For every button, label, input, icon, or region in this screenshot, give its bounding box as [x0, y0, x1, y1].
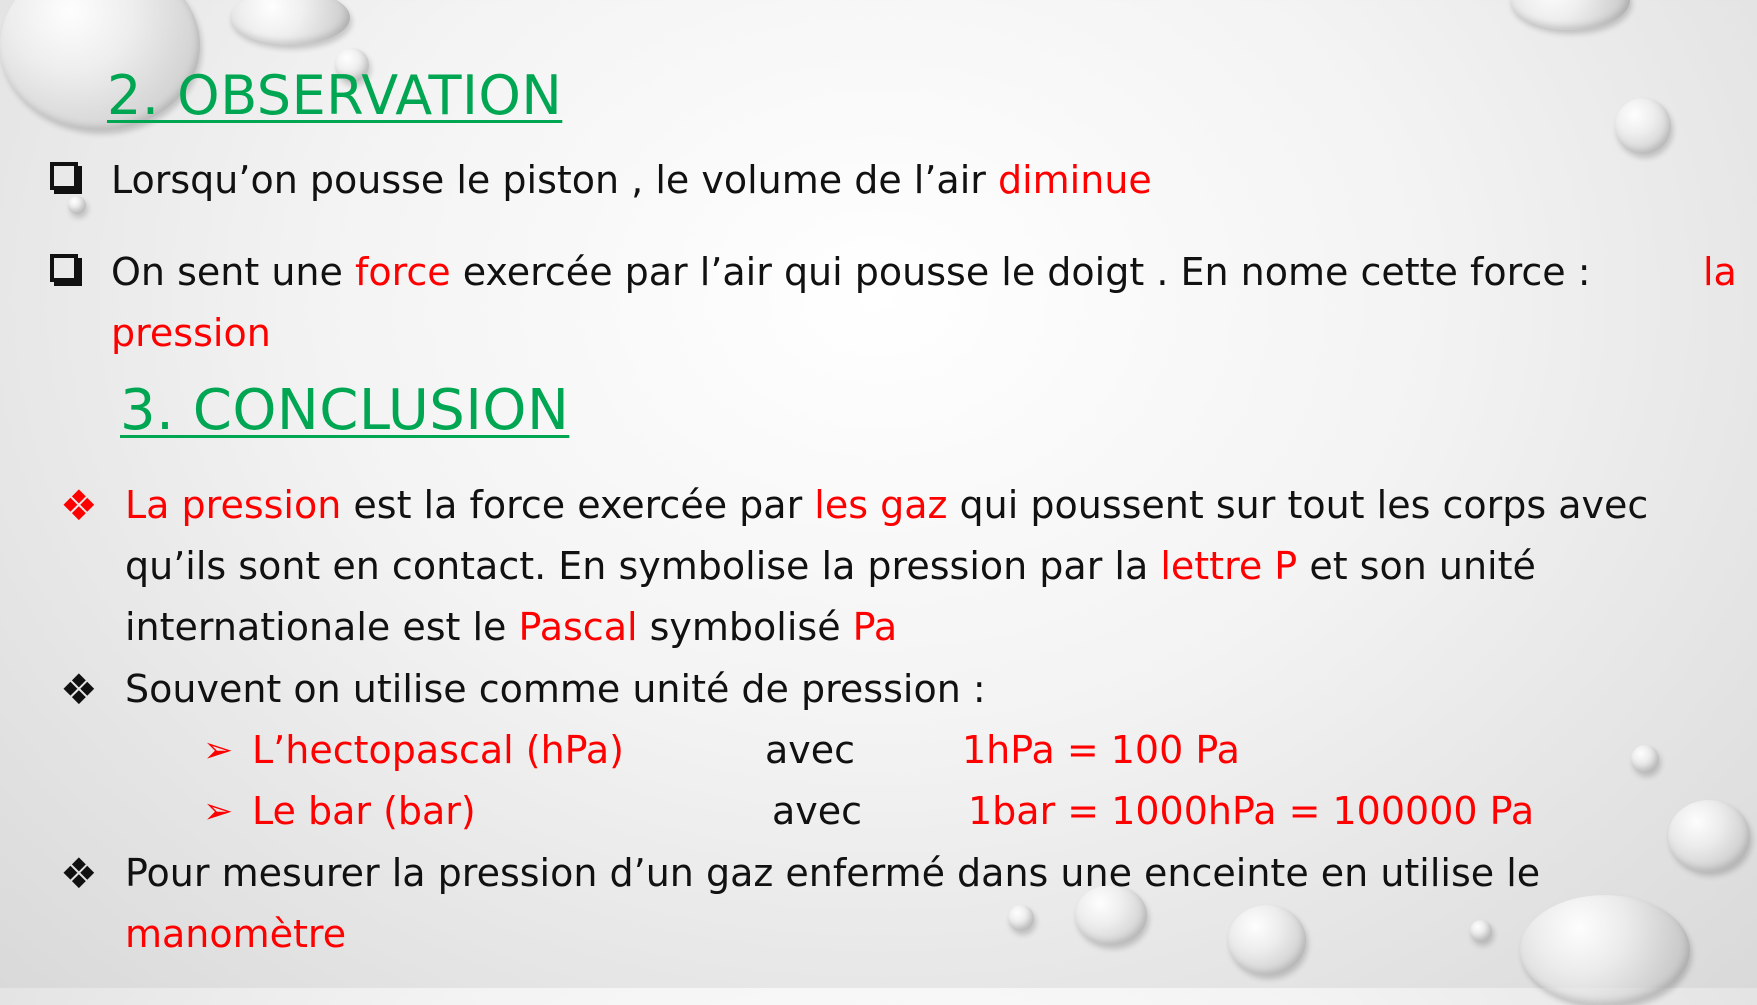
conclusion-text: qui poussent sur tout les corps avec	[947, 483, 1649, 527]
highlight-les-gaz: les gaz	[814, 483, 948, 527]
conclusion-heading: 3. CONCLUSION	[120, 378, 570, 443]
highlight-pa: Pa	[852, 605, 898, 649]
checkbox-icon	[50, 254, 78, 282]
conclusion-bullet-2: Souvent on utilise comme unité de pression :	[125, 667, 986, 711]
unit-equation-bar: 1bar = 1000hPa = 100000 Pa	[968, 789, 1535, 833]
observation-item-2-text: On sent une	[111, 250, 355, 294]
observation-item-1-text: Lorsqu’on pousse le piston , le volume de l’air	[111, 158, 998, 202]
water-drop-decoration	[1228, 905, 1306, 975]
conclusion-text: internationale est le	[125, 605, 519, 649]
conclusion-bullet-1-line-3	[125, 597, 897, 658]
conclusion-text: qu’ils sont en contact. En symbolise la pression par la	[125, 544, 1161, 588]
conclusion-bullet-3: Pour mesurer la pression d’un gaz enfermé dans une enceinte en utilise le	[125, 851, 1541, 895]
observation-item-2-text: exercée par l’air qui pousse le doigt . En nome cette force :	[450, 250, 1591, 294]
checkbox-icon	[50, 162, 78, 190]
arrow-bullet-icon: ➢	[203, 791, 234, 832]
four-diamond-bullet-icon: ❖	[60, 849, 98, 898]
four-diamond-bullet-icon: ❖	[60, 665, 98, 714]
water-drop-decoration	[1668, 800, 1750, 872]
conclusion-bullet-1-line-2	[125, 536, 1536, 597]
highlight-la-pression: La pression	[125, 483, 342, 527]
observation-item-2	[111, 242, 1591, 303]
observation-heading: 2. OBSERVATION	[107, 64, 563, 127]
water-drop-decoration	[1008, 905, 1034, 931]
highlight-lettre-p: lettre P	[1160, 544, 1298, 588]
conclusion-bullet-1-line-1	[125, 475, 1648, 536]
water-drop-decoration	[1615, 98, 1671, 154]
highlight-pression: pression	[111, 311, 271, 355]
water-drop-decoration	[230, 0, 350, 45]
unit-name-hectopascal: L’hectopascal (hPa)	[252, 728, 625, 772]
water-drop-decoration	[1631, 745, 1659, 773]
conclusion-text: est la force exercée par	[341, 483, 815, 527]
water-drop-decoration	[1470, 920, 1492, 942]
highlight-force: force	[354, 250, 451, 294]
unit-equation-hpa: 1hPa = 100 Pa	[962, 728, 1240, 772]
highlight-pascal: Pascal	[518, 605, 638, 649]
conclusion-text: symbolisé	[637, 605, 853, 649]
unit-avec: avec	[772, 789, 863, 833]
water-drop-decoration	[1510, 0, 1630, 30]
unit-avec: avec	[765, 728, 856, 772]
four-diamond-bullet-icon: ❖	[60, 481, 98, 530]
observation-item-1	[111, 150, 1152, 211]
conclusion-text: et son unité	[1297, 544, 1536, 588]
water-drop-decoration	[68, 196, 86, 214]
water-drop-decoration	[1520, 895, 1690, 1005]
arrow-bullet-icon: ➢	[203, 730, 234, 771]
highlight-la: la	[1703, 250, 1737, 294]
highlight-manometre: manomètre	[125, 912, 347, 956]
unit-name-bar: Le bar (bar)	[252, 789, 476, 833]
highlight-diminue: diminue	[997, 158, 1152, 202]
